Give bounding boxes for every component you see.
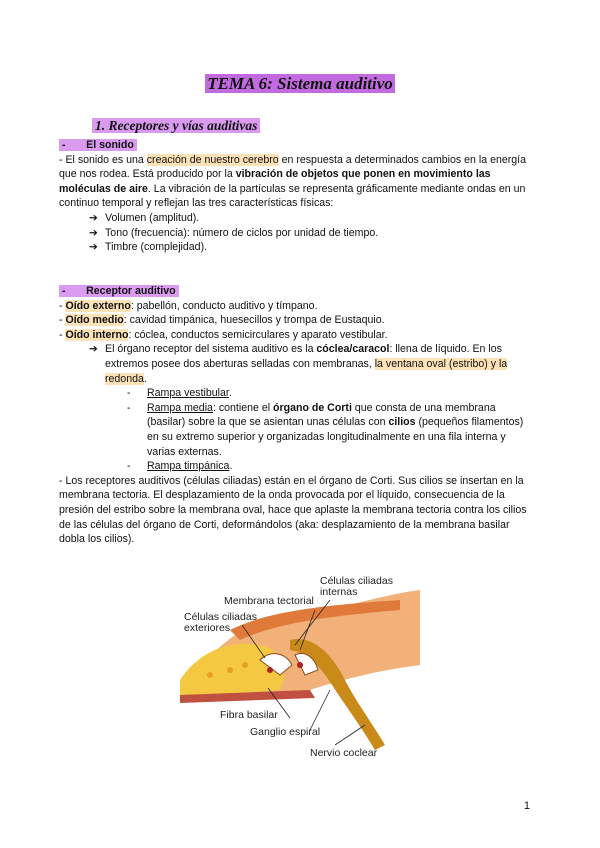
subheading-receptor: - Receptor auditivo: [59, 284, 529, 299]
receptor-block: [59, 284, 529, 547]
list-item: ➔ Tono (frecuencia): número de ciclos por unidad de tiempo.: [89, 226, 379, 239]
arrow-icon: ➔: [89, 226, 98, 239]
label-internas: Células ciliadas internas: [320, 575, 393, 598]
label-basilar: Fibra basilar: [220, 709, 278, 721]
arrow-icon: ➔: [89, 343, 98, 356]
section-heading: 1. Receptores y vías auditivas: [92, 118, 260, 134]
list-item: ➔ Volumen (amplitud).: [89, 211, 200, 224]
subheading-sonido: - El sonido: [59, 138, 529, 153]
label-nervio: Nervio coclear: [310, 747, 378, 759]
oido-interno: - Oído interno: cóclea, conductos semicirculares y aparato vestibular.: [59, 328, 388, 341]
label-ganglio: Ganglio espiral: [250, 726, 321, 738]
list-item: ➔ Timbre (complejidad).: [89, 241, 208, 254]
receptores-paragraph: - Los receptores auditivos (células ciliadas) están en el órgano de Corti. Sus cilios se insertan en la membrana tectoria. El desplazamiento de la onda provocada por el líquido, consecuencia de la presión del estribo sobre la membrana oval, hace que aplaste la membrana tectoria contra los cilios de las células del órgano de Corti, deformándolos (aka: desplazamiento de la membrana basilar dobla los cilios).: [59, 474, 527, 546]
organ-of-corti-figure: [170, 570, 430, 770]
label-tectorial: Membrana tectorial: [224, 595, 314, 607]
list-item: - Rampa media: contiene el órgano de Corti que consta de una membrana (basilar) sobre la que se asientan unas células con cilios (pequeños filamentos) en su extremo superior y organizadas longitudinalmente en una fila interna y varias externas.: [127, 401, 524, 458]
list-item: - Rampa timpánica.: [127, 460, 233, 473]
list-item: - Rampa vestibular.: [127, 387, 232, 400]
arrow-icon: ➔: [89, 211, 98, 224]
oido-medio: - Oído medio: cavidad timpánica, huesecillos y trompa de Eustaquio.: [59, 314, 385, 327]
page-title: TEMA 6: Sistema auditivo: [207, 74, 393, 93]
sonido-paragraph: - El sonido es una creación de nuestro cerebro en respuesta a determinados cambios en la energía que nos rodea. Está producido por la vibración de objetos que ponen en movimiento las moléculas de aire. La vibración de la partículas se representa gráficamente mediante ondas en un continuo temporal y reflejan las tres características físicas:: [59, 153, 527, 210]
label-externas: Células ciliadas exteriores: [184, 611, 257, 634]
arrow-icon: ➔: [89, 241, 98, 254]
sonido-block: [59, 138, 529, 255]
list-item: ➔ El órgano receptor del sistema auditivo es la cóclea/caracol: llena de líquido. En los extremos posee dos aberturas selladas con membranas, la ventana oval (estribo) y la redonda.: [89, 343, 508, 385]
oido-externo: - Oído externo: pabellón, conducto auditivo y tímpano.: [59, 299, 318, 312]
page-number: 1: [523, 800, 530, 812]
